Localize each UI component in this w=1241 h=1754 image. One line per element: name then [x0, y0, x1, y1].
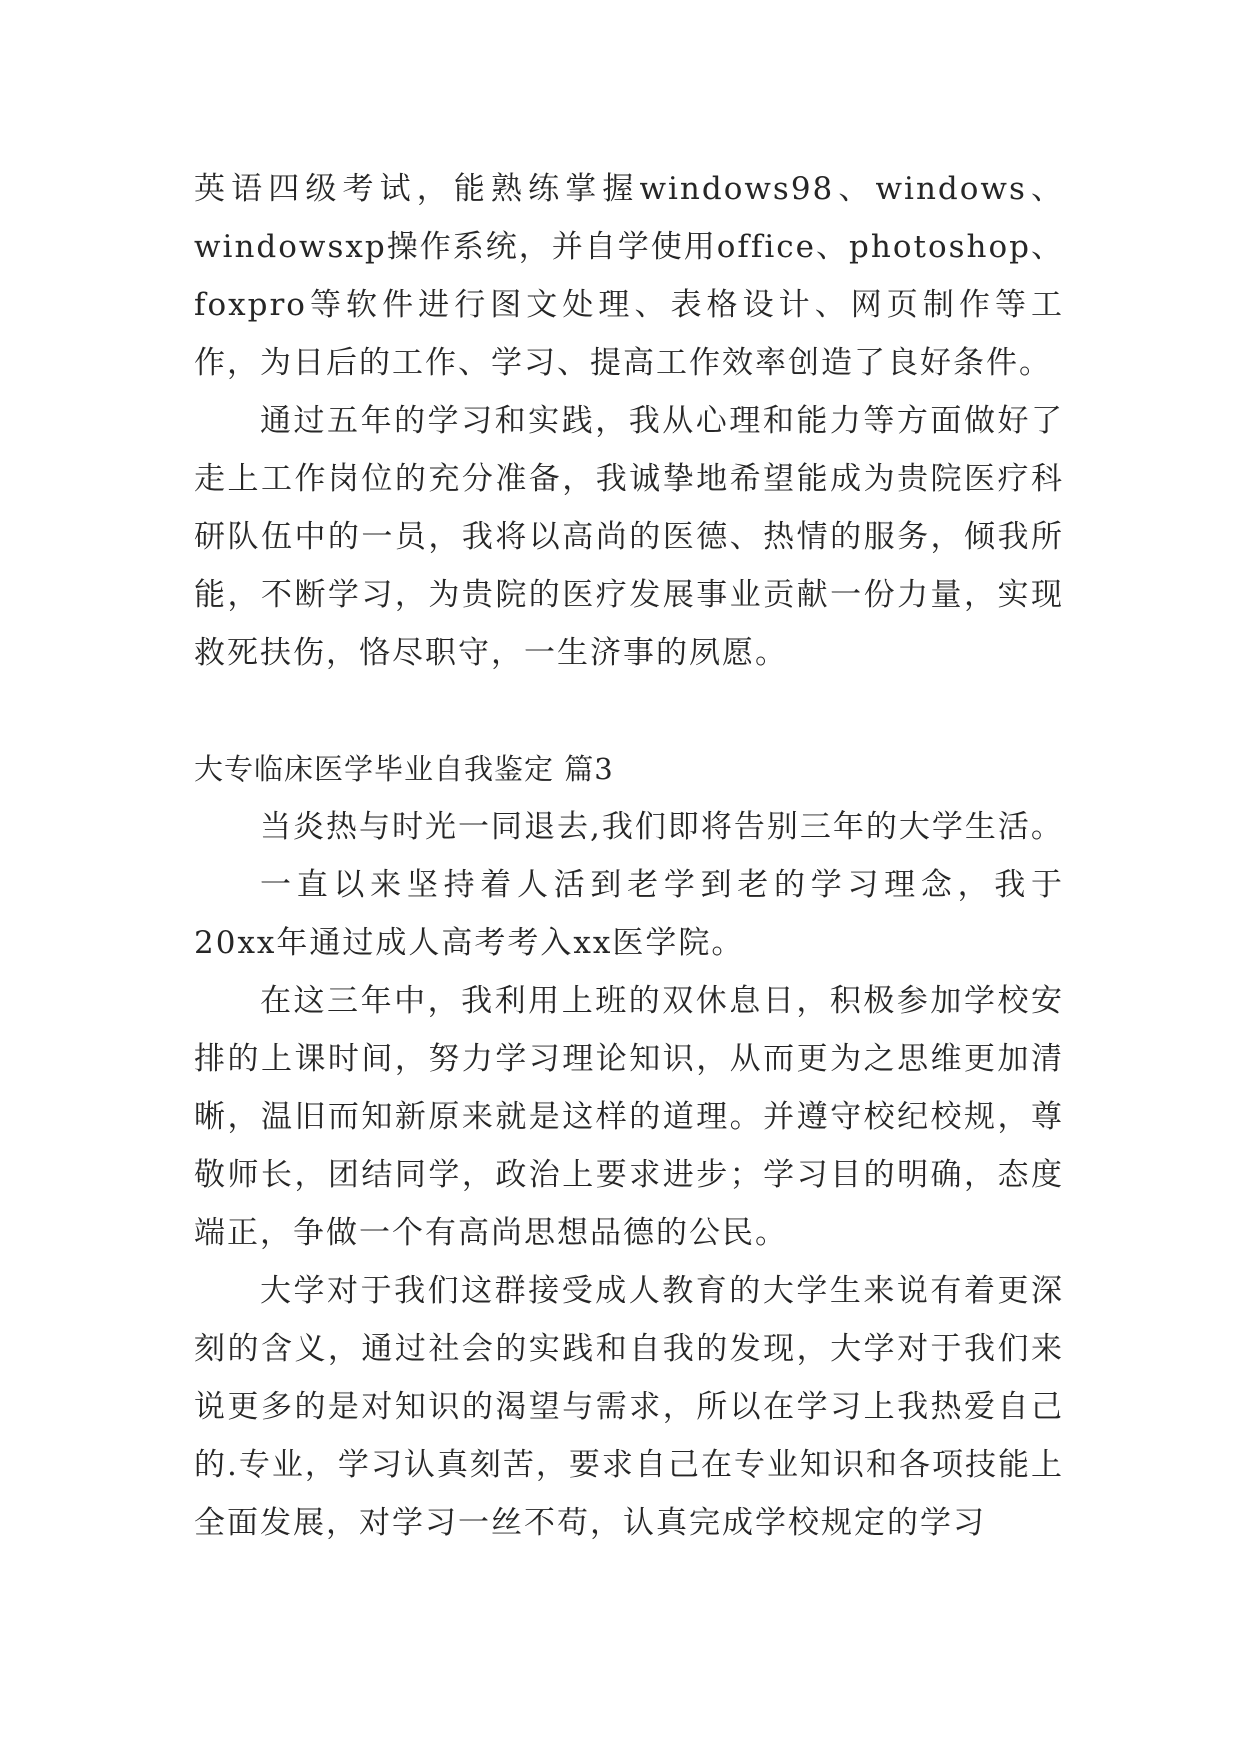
paragraph-enrollment: 一直以来坚持着人活到老学到老的学习理念，我于20xx年通过成人高考考入xx医学院。 — [194, 867, 1064, 961]
section-heading: 大专临床医学毕业自我鉴定 篇3 — [194, 752, 614, 786]
paragraph-farewell: 当炎热与时光一同退去,我们即将告别三年的大学生活。 — [260, 809, 1064, 845]
paragraph-university-meaning: 大学对于我们这群接受成人教育的大学生来说有着更深刻的含义，通过社会的实践和自我的发现，大学对于我们来说更多的是对知识的渴望与需求，所以在学习上我热爱自己的.专业，学习认真刻苦，要求自己在专业知识和各项技能上全面发展，对学习一丝不苟，认真完成学校规定的学习 — [194, 1273, 1064, 1541]
document-body — [194, 160, 1064, 1552]
paragraph-study-conduct: 在这三年中，我利用上班的双休息日，积极参加学校安排的上课时间，努力学习理论知识，从而更为之思维更加清晰，温旧而知新原来就是这样的道理。并遵守校纪校规，尊敬师长，团结同学，政治上要求进步；学习目的明确，态度端正，争做一个有高尚思想品德的公民。 — [194, 983, 1064, 1251]
paragraph-career-readiness: 通过五年的学习和实践，我从心理和能力等方面做好了走上工作岗位的充分准备，我诚挚地希望能成为贵院医疗科研队伍中的一员，我将以高尚的医德、热情的服务，倾我所能，不断学习，为贵院的医疗发展事业贡献一份力量，实现救死扶伤，恪尽职守，一生济事的夙愿。 — [194, 403, 1064, 671]
paragraph-office-skills: 英语四级考试，能熟练掌握windows98、windows、windowsxp操作系统，并自学使用office、photoshop、foxpro等软件进行图文处理、表格设计、网页制作等工作，为日后的工作、学习、提高工作效率创造了良好条件。 — [194, 171, 1064, 381]
